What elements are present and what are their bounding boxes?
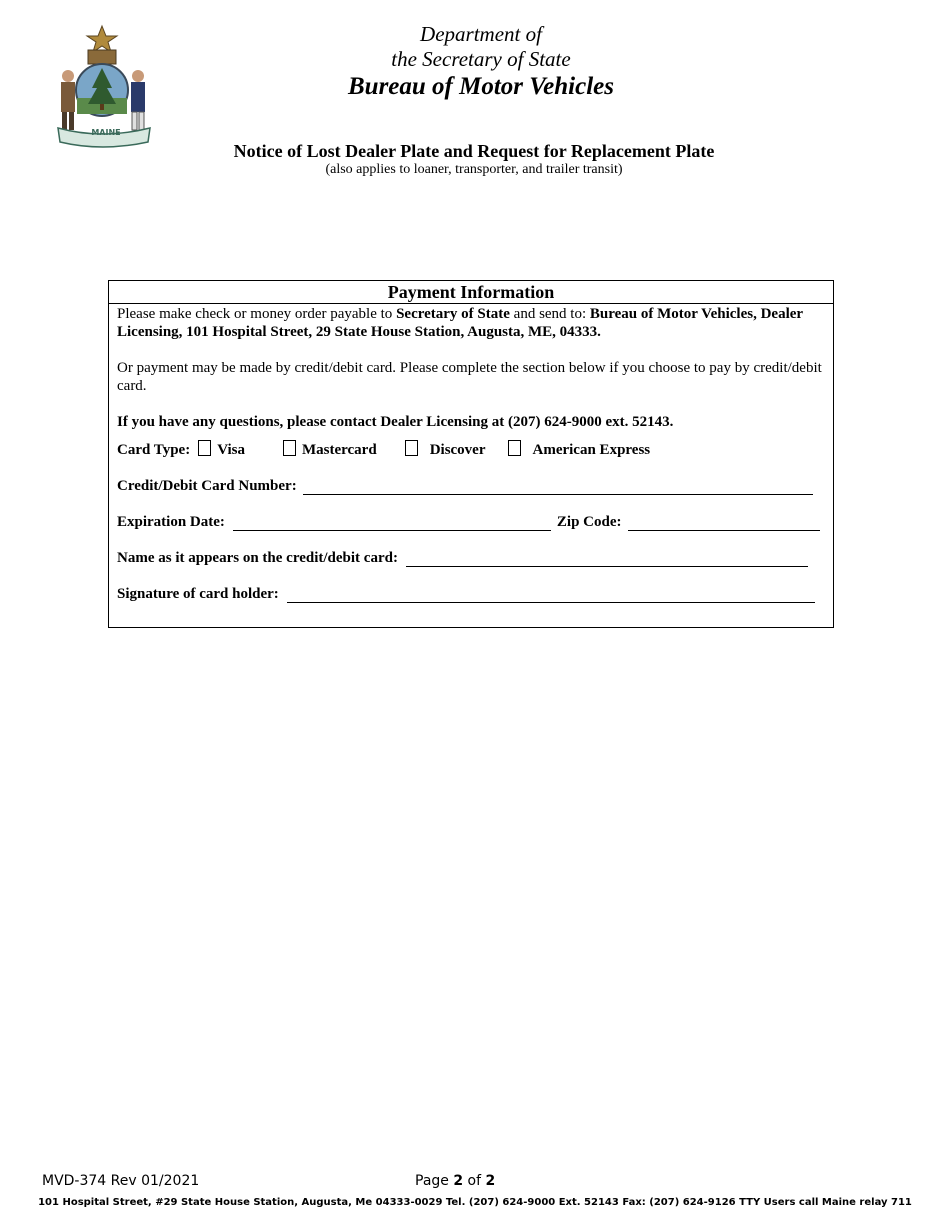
visa-checkbox[interactable] bbox=[198, 440, 211, 456]
signature-label: Signature of card holder: bbox=[117, 586, 279, 602]
expiration-date-field[interactable] bbox=[233, 518, 551, 531]
seal-banner-text: MAINE bbox=[91, 128, 121, 137]
form-subtitle: (also applies to loaner, transporter, and trailer transit) bbox=[325, 162, 623, 177]
instructions-text-a: Please make check or money order payable to bbox=[117, 306, 397, 322]
instructions-text-c: and send to: bbox=[509, 306, 590, 322]
department-line-2: the Secretary of State bbox=[391, 47, 571, 71]
page-current: 2 bbox=[453, 1173, 464, 1189]
form-id: MVD-374 Rev 01/2021 bbox=[42, 1173, 200, 1189]
expiration-zip-row bbox=[117, 495, 825, 531]
card-type-label: Card Type: bbox=[117, 442, 191, 458]
of-word: of bbox=[463, 1173, 486, 1189]
signature-row bbox=[117, 567, 825, 603]
american-express-checkbox[interactable] bbox=[508, 440, 521, 456]
card-number-row bbox=[117, 459, 825, 495]
zip-code-label: Zip Code: bbox=[556, 514, 622, 530]
page-word: Page bbox=[415, 1173, 454, 1189]
payee-name: Secretary of State bbox=[396, 306, 510, 322]
bureau-name: Bureau of Motor Vehicles bbox=[347, 73, 614, 100]
discover-checkbox[interactable] bbox=[405, 440, 418, 456]
department-header bbox=[0, 22, 950, 102]
zip-code-field[interactable] bbox=[628, 518, 820, 531]
cardholder-name-field[interactable] bbox=[406, 554, 808, 567]
page-number bbox=[415, 1173, 495, 1189]
mailing-address: Bureau of Motor Vehicles, Dealer Licensing, 101 Hospital Street, 29 State House Station, Augusta, ME, 04333. bbox=[117, 306, 803, 340]
form-title-block bbox=[0, 140, 950, 178]
card-number-label: Credit/Debit Card Number: bbox=[117, 478, 297, 494]
visa-label: Visa bbox=[217, 442, 245, 458]
signature-field[interactable] bbox=[287, 590, 815, 603]
mastercard-label: Mastercard bbox=[301, 442, 377, 458]
card-number-field[interactable] bbox=[303, 482, 813, 495]
card-type-row bbox=[117, 431, 825, 459]
page-total: 2 bbox=[485, 1173, 496, 1189]
form-title: Notice of Lost Dealer Plate and Request for Replacement Plate bbox=[233, 141, 715, 161]
expiration-date-label: Expiration Date: bbox=[117, 514, 225, 530]
footer-address: 101 Hospital Street, #29 State House Station, Augusta, Me 04333-0029 Tel. (207) 624-9000 Ext. 52143 Fax: (207) 624-9126 TTY Users call Maine relay 711 bbox=[38, 1197, 912, 1208]
contact-info: If you have any questions, please contact Dealer Licensing at (207) 624-9000 ext. 52143. bbox=[117, 414, 674, 430]
payment-instructions bbox=[117, 305, 825, 341]
american-express-label: American Express bbox=[532, 442, 651, 458]
cardholder-name-label: Name as it appears on the credit/debit card: bbox=[117, 550, 398, 566]
department-line-1: Department of bbox=[420, 22, 542, 46]
cardholder-name-row bbox=[117, 531, 825, 567]
payment-heading: Payment Information bbox=[109, 281, 833, 304]
payment-information-section bbox=[108, 280, 834, 628]
mastercard-checkbox[interactable] bbox=[283, 440, 296, 456]
discover-label: Discover bbox=[429, 442, 486, 458]
card-payment-note: Or payment may be made by credit/debit card. Please complete the section below if you choose to pay by credit/debit card. bbox=[117, 360, 822, 394]
